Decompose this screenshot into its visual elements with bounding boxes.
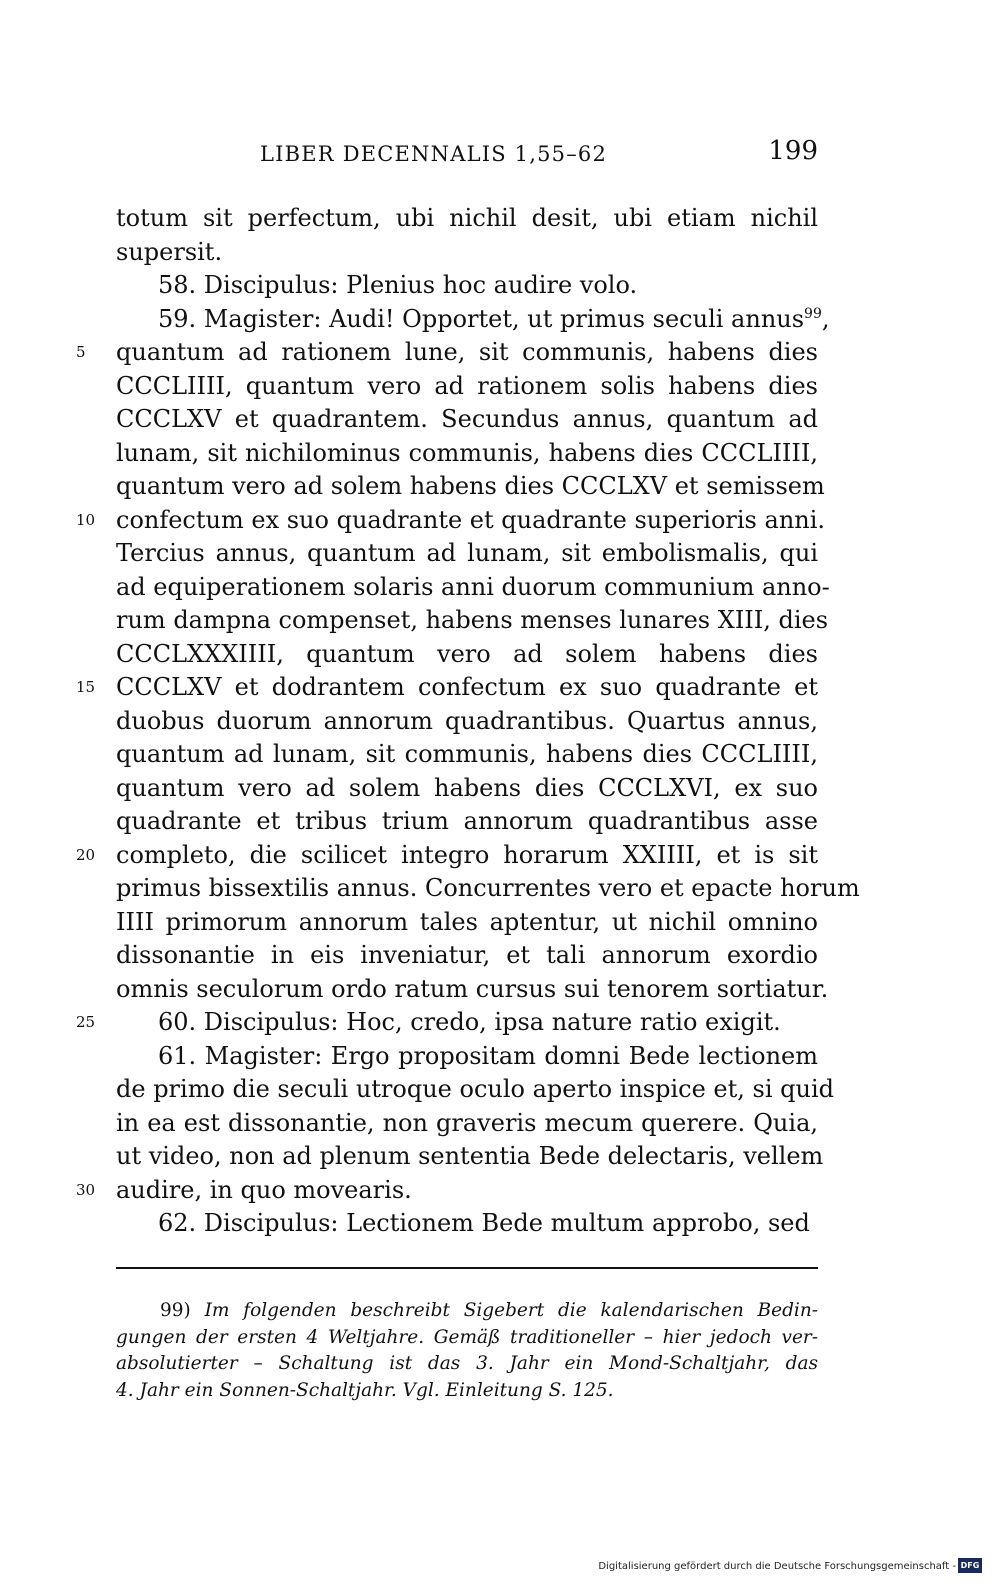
text-line [116,236,818,270]
main-text [76,202,860,1241]
text-line [116,1140,824,1174]
text-line [116,403,818,437]
line-text: ut video, non ad plenum sententia Bede delectaris, vellem [116,1142,824,1170]
footnote-line: gungen der ersten 4 Weltjahre. Gemäß traditioneller – hier jedoch ver- [116,1326,818,1348]
line-text: CCCLIIII, quantum vero ad rationem solis habens dies [116,371,818,400]
dfg-logo: DFG [958,1558,982,1573]
line-text: CCCLXV et dodrantem confectum ex suo quadrante et [116,673,818,701]
text-line [116,973,829,1007]
line-text: lunam, sit nichilominus communis, habens dies CCCLIIII, [116,438,818,467]
line-text: 61. Magister: Ergo propositam domni Bede lectionem [158,1041,818,1070]
text-line [116,437,818,471]
line-text: Tercius annus, quantum ad lunam, sit embolismalis, qui [116,539,818,567]
line-text: CCCLXXXIIII, quantum vero ad solem habens dies [116,639,818,668]
digitization-credit: Digitalisierung gefördert durch die Deutsche Forschungsgemeinschaft - [598,1561,956,1572]
line-text: ad equiperationem solaris anni duorum communium anno- [116,572,830,601]
line-number: 10 [76,510,96,529]
line-number: 25 [76,1013,96,1031]
text-line [116,537,818,571]
line-number: 30 [76,1180,96,1199]
text-line [116,571,830,605]
footnote-line: 99) Im folgenden beschreibt Sigebert die kalendarischen Bedin- [160,1300,818,1321]
line-text: primus bissextilis annus. Concurrentes vero et epacte horum [116,874,860,902]
page-number: 199 [768,136,818,166]
running-header [116,136,818,176]
line-text: quantum ad lunam, sit communis, habens dies CCCLIIII, [116,740,818,768]
text-line [116,1073,835,1107]
text-line [76,1174,818,1208]
footnote-rule [116,1267,818,1269]
line-number: 20 [76,845,96,864]
line-text: IIII primorum annorum tales aptentur, ut nichil omnino [116,907,818,936]
text-line [116,202,818,236]
line-text: 60. Discipulus: Hoc, credo, ipsa nature ratio exigit. [158,1008,781,1036]
text-line [116,269,818,303]
text-line [76,504,826,538]
line-text: omnis seculorum ordo ratum cursus sui tenorem sortiatur. [116,974,829,1003]
line-text: 59. Magister: Audi! Opportet, ut primus seculi annus$^{99}$, [158,304,830,333]
line-text: supersit. [116,237,223,266]
text-line [116,738,818,772]
footnote-reference: 99 [804,305,822,322]
line-text: totum sit perfectum, ubi nichil desit, ubi etiam nichil [116,204,818,232]
footnote-line: absolutierter – Schaltung ist das 3. Jahr ein Mond-Schaltjahr, das [116,1353,818,1374]
line-text: rum dampna compenset, habens menses lunares XIII, dies [116,606,829,634]
text-line [116,303,830,337]
text-line [116,939,818,973]
text-line [116,705,818,739]
line-text: quadrante et tribus trium annorum quadrantibus asse [116,807,818,835]
text-line [116,1107,818,1141]
text-line [116,772,818,806]
footnote-line: 4. Jahr ein Sonnen-Schaltjahr. Vgl. Einleitung S. 125. [116,1379,614,1401]
line-text: quantum ad rationem lune, sit communis, habens dies [116,338,818,366]
line-text: de primo die seculi utroque oculo aperto inspice et, si quid [116,1075,835,1103]
text-line [76,336,818,370]
line-text: confectum ex suo quadrante et quadrante superioris anni. [116,505,826,534]
line-text: completo, die scilicet integro horarum XXIIII, et is sit [116,840,818,869]
text-line [76,671,818,705]
text-line [116,906,818,940]
footnote [116,1298,818,1404]
line-text: CCCLXV et quadrantem. Secundus annus, quantum ad [116,405,818,433]
text-line [116,805,818,839]
text-line [116,604,829,638]
line-text: 62. Discipulus: Lectionem Bede multum approbo, sed [158,1209,810,1237]
line-text: in ea est dissonantie, non graveris mecum querere. Quia, [116,1108,818,1137]
text-line [116,1207,818,1241]
footnote-number: 99) [160,1300,191,1321]
line-text: quantum vero ad solem habens dies CCCLXVI, ex suo [116,773,818,802]
text-line [76,839,818,873]
line-text: quantum vero ad solem habens dies CCCLXV et semissem [116,472,825,500]
text-line [116,872,860,906]
text-line [116,470,825,504]
line-text: audire, in quo movearis. [116,1175,412,1204]
line-text: duobus duorum annorum quadrantibus. Quartus annus, [116,706,818,735]
running-head-title: LIBER DECENNALIS 1,55–62 [260,142,608,166]
text-line [116,1040,818,1074]
line-number: 15 [76,678,96,696]
line-text: 58. Discipulus: Plenius hoc audire volo. [158,271,638,299]
text-line [116,638,818,672]
text-line [76,1006,818,1040]
line-text: dissonantie in eis inveniatur, et tali annorum exordio [116,941,818,969]
line-number: 5 [76,343,86,361]
text-line [116,370,818,404]
